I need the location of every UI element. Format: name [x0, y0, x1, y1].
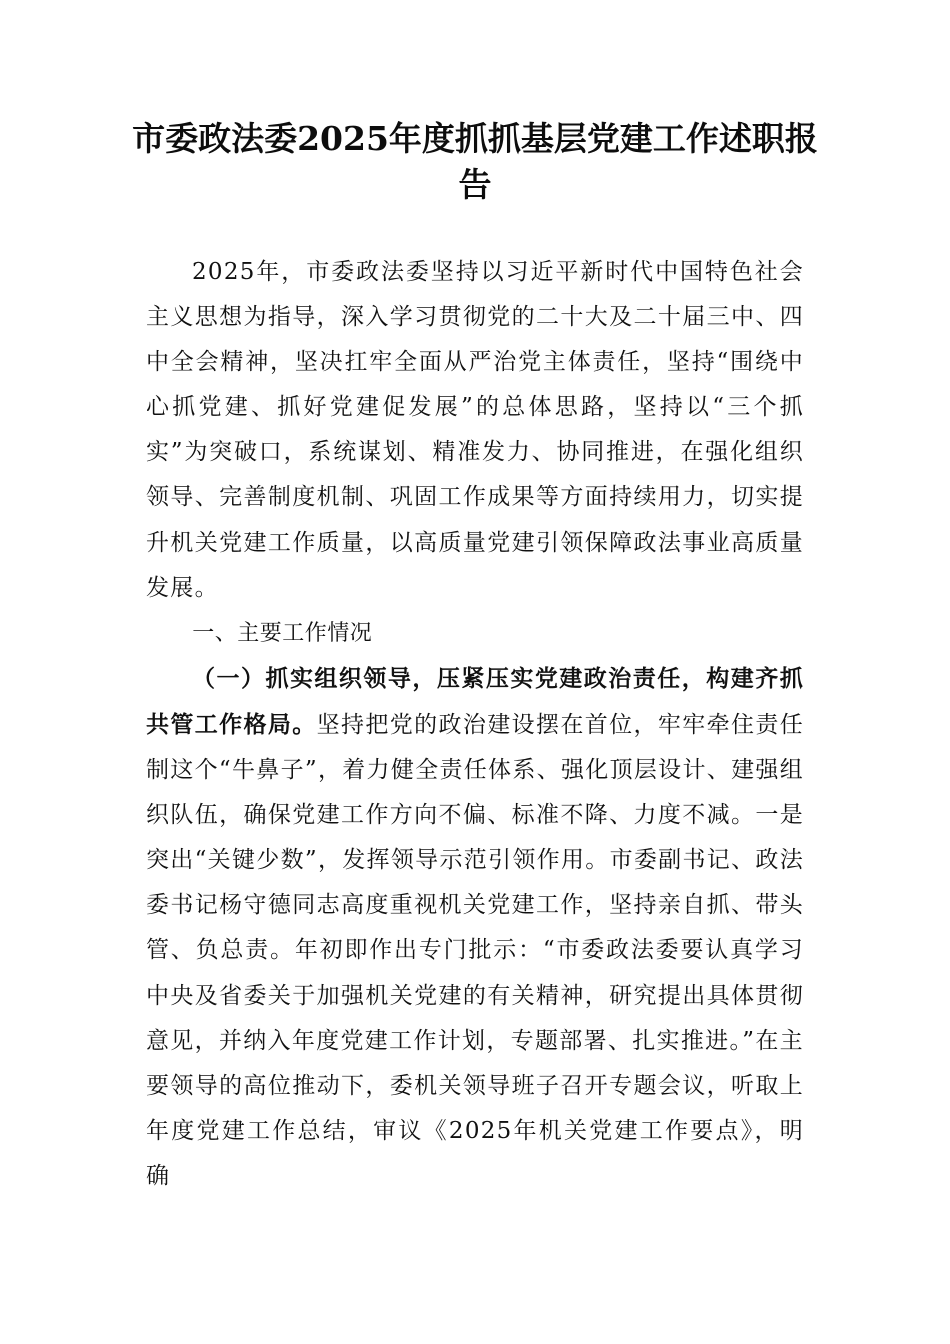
subsection-title: （一）抓实组织领导，压紧压实党建政治责任，构建齐抓共管工作格局。	[146, 664, 804, 738]
section-heading-main-work: 一、主要工作情况	[192, 620, 373, 646]
document-title: 市委政法委2025年度抓抓基层党建工作述职报告	[132, 119, 818, 204]
document-body	[146, 250, 804, 1199]
subsection-body: 坚持把党的政治建设摆在首位，牢牢牵住责任制这个“牛鼻子”，着力健全责任体系、强化顶层设计、建强组织队伍，确保党建工作方向不偏、标准不降、力度不减。一是突出“关键少数”，发挥领导示范引领作用。市委副书记、政法委书记杨守德同志高度重视机关党建工作，坚持亲自抓、带头管、负总责。年初即作出专门批示：“市委政法委要认真学习中央及省委关于加强机关党建的有关精神，研究提出具体贯彻意见，并纳入年度党建工作计划，专题部署、扎实推进。”在主要领导的高位推动下，委机关领导班子召开专题会议，听取上年度党建工作总结，审议《2025年机关党建工作要点》，明确	[146, 711, 804, 1189]
intro-paragraph: 2025年，市委政法委坚持以习近平新时代中国特色社会主义思想为指导，深入学习贯彻党的二十大及二十届三中、四中全会精神，坚决扛牢全面从严治党主体责任，坚持“围绕中心抓党建、抓好党建促发展”的总体思路，坚持以“三个抓实”为突破口，系统谋划、精准发力、协同推进，在强化组织领导、完善制度机制、巩固工作成果等方面持续用力，切实提升机关党建工作质量，以高质量党建引领保障政法事业高质量发展。	[146, 259, 804, 601]
subsection-paragraph	[146, 656, 804, 1199]
